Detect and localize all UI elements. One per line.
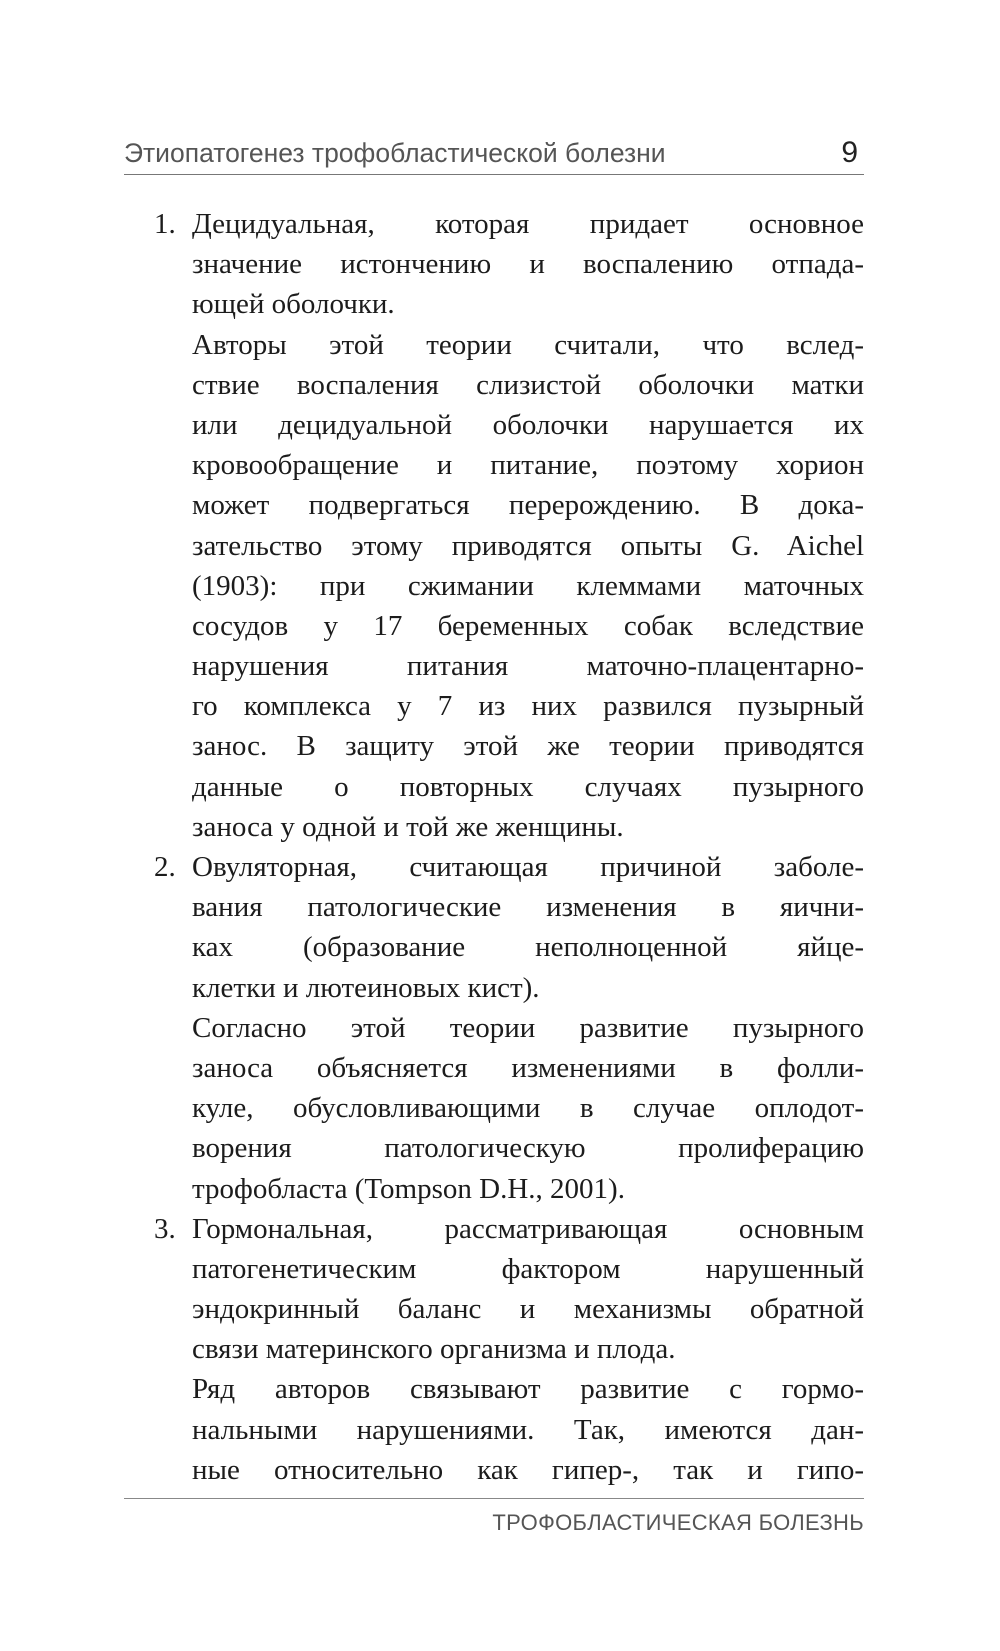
line-text: значение истончению и воспалению отпада- <box>192 248 864 281</box>
definition-line <box>124 968 864 1008</box>
paragraph-line: (1903): при сжимании клеммами маточных <box>192 569 864 602</box>
paragraph-line: нарушения питания маточно-плацентарно- <box>192 650 864 683</box>
paragraph-line: нальными нарушениями. Так, имеются дан- <box>192 1413 864 1446</box>
running-footer: ТРОФОБЛАСТИЧЕСКАЯ БОЛЕЗНЬ <box>492 1510 864 1535</box>
definition-line <box>124 1209 864 1249</box>
paragraph-line: сосудов у 17 беременных собак вследствие <box>192 609 864 642</box>
explanation-paragraph <box>124 1008 864 1209</box>
line-text: клетки и лютеиновых кист). <box>192 971 540 1004</box>
item-number: 2. <box>154 851 176 883</box>
definition-line <box>124 1249 864 1289</box>
definition-line <box>124 847 864 887</box>
definition-line <box>124 284 864 324</box>
paragraph-line: зательство этому приводятся опыты G. Aichel <box>192 529 864 562</box>
paragraph-line: заноса объясняется изменениями в фолли- <box>192 1051 864 1084</box>
line-text: патогенетическим фактором нарушенный <box>192 1252 864 1285</box>
paragraph-line: кровообращение и питание, поэтому хорион <box>192 449 864 482</box>
paragraph-line: ствие воспаления слизистой оболочки матки <box>192 368 864 401</box>
definition-line <box>124 204 864 244</box>
paragraph-line: ные относительно как гипер-, так и гипо- <box>192 1453 864 1486</box>
footer-rule <box>124 1498 864 1499</box>
definition-line <box>124 927 864 967</box>
paragraph-line: может подвергаться перерождению. В дока- <box>192 489 864 522</box>
definition-line <box>124 887 864 927</box>
paragraph-line: го комплекса у 7 из них развился пузырный <box>192 690 864 723</box>
line-text: эндокринный баланс и механизмы обратной <box>192 1293 864 1326</box>
paragraph-line: ворения патологическую пролиферацию <box>192 1132 864 1165</box>
item-number: 1. <box>154 208 176 240</box>
chapter-title: Этиопатогенез трофобластической болезни <box>124 138 666 168</box>
paragraph-line: заноса у одной и той же женщины. <box>192 810 624 843</box>
paragraph-line: Согласно этой теории развитие пузырного <box>192 1011 864 1044</box>
paragraph-line: занос. В защиту этой же теории приводятся <box>192 730 864 763</box>
definition-line <box>124 244 864 284</box>
line-text: Овуляторная, считающая причиной заболе- <box>192 851 864 883</box>
line-text: ках (образование неполноценной яйце- <box>192 931 864 964</box>
line-text: вания патологические изменения в яични- <box>192 891 864 924</box>
explanation-paragraph <box>124 1369 864 1490</box>
definition-line <box>124 1329 864 1369</box>
paragraph-line: Авторы этой теории считали, что вслед- <box>192 328 864 361</box>
header-rule <box>124 174 864 175</box>
list-item <box>124 204 864 847</box>
item-number: 3. <box>154 1212 176 1245</box>
paragraph-line: трофобласта (Tompson D.H., 2001). <box>192 1172 625 1205</box>
paragraph-line: или децидуальной оболочки нарушается их <box>192 408 864 441</box>
paragraph-line: куле, обусловливающими в случае оплодот- <box>192 1092 864 1125</box>
line-text: связи материнского организма и плода. <box>192 1333 676 1366</box>
explanation-paragraph <box>124 325 864 847</box>
list-item <box>124 1209 864 1490</box>
definition-line <box>124 1289 864 1329</box>
paragraph-line: Ряд авторов связывают развитие с гормо- <box>192 1373 864 1406</box>
list-item <box>124 847 864 1209</box>
running-header <box>124 132 864 174</box>
paragraph-line: данные о повторных случаях пузырного <box>192 770 864 803</box>
page-number: 9 <box>841 136 858 169</box>
line-text: Гормональная, рассматривающая основным <box>192 1212 864 1245</box>
body-text <box>124 204 864 1490</box>
line-text: Децидуальная, которая придает основное <box>192 208 864 240</box>
line-text: ющей оболочки. <box>192 288 395 321</box>
